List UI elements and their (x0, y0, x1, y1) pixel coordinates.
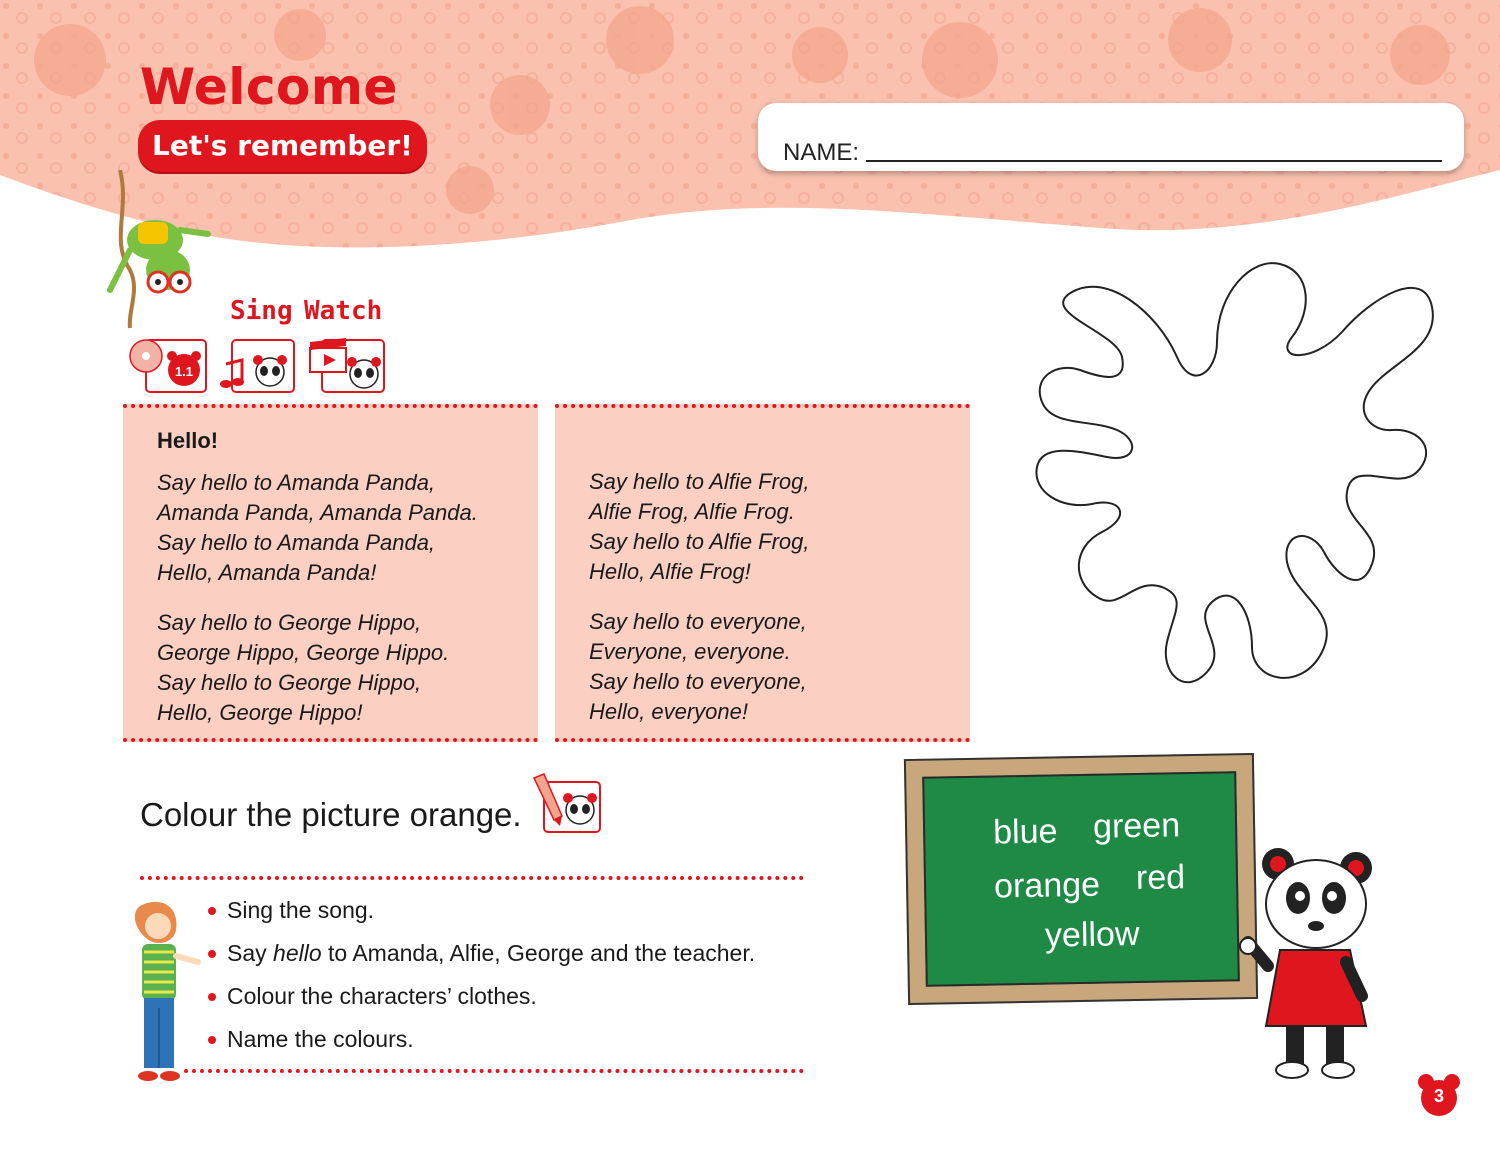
song-box-right (555, 404, 970, 742)
lyric-line: Say hello to George Hippo, (157, 670, 422, 695)
lyric-line: George Hippo, George Hippo. (157, 640, 450, 665)
song-box-left (123, 404, 538, 742)
cd-icon[interactable] (128, 336, 208, 396)
watch-label: Watch (304, 296, 383, 326)
lyric-line: Hello, George Hippo! (157, 700, 363, 725)
music-note-icon[interactable] (218, 336, 298, 396)
teacher-instructions-list (205, 893, 755, 1065)
board-word: green (1092, 806, 1181, 846)
list-item-italic: hello (273, 940, 322, 966)
song-stanza (589, 607, 807, 727)
list-item (205, 1022, 755, 1065)
lyric-line: Hello, everyone! (589, 699, 748, 724)
name-writing-line[interactable] (866, 160, 1442, 162)
divider-bottom (184, 1069, 804, 1073)
song-stanza (589, 467, 810, 587)
song-stanza (157, 468, 478, 588)
list-item (205, 979, 755, 1022)
instruction-text: Colour the picture orange. (140, 796, 522, 833)
board-word: orange (993, 865, 1101, 906)
lyric-line: Say hello to Amanda Panda, (157, 470, 436, 495)
lyric-line: Alfie Frog, Alfie Frog. (589, 499, 795, 524)
colouring-splat-outline[interactable] (1012, 252, 1442, 712)
board-word: blue (992, 812, 1058, 852)
clapperboard-icon[interactable] (308, 336, 388, 396)
list-item-text: Sing the song. (227, 897, 375, 923)
track-number: 1.1 (174, 364, 194, 379)
lyric-line: Say hello to Alfie Frog, (589, 529, 810, 554)
subtitle-badge: Let's remember! (138, 120, 427, 172)
song-stanza (157, 608, 449, 728)
board-word: yellow (1044, 914, 1140, 955)
lyric-line: Hello, Amanda Panda! (157, 560, 377, 585)
list-item (205, 936, 755, 979)
name-label: NAME: (783, 139, 860, 166)
page-number: 3 (1433, 1086, 1444, 1106)
lyric-line: Say hello to Alfie Frog, (589, 469, 810, 494)
page-number-badge (1416, 1072, 1462, 1118)
divider-top (140, 876, 804, 880)
name-field[interactable] (758, 103, 1464, 171)
list-item-text: Name the colours. (227, 1026, 414, 1052)
sing-label: Sing (230, 296, 293, 326)
board-word: red (1135, 858, 1186, 898)
lyric-line: Say hello to George Hippo, (157, 610, 422, 635)
list-item (205, 893, 755, 936)
lyric-line: Say hello to everyone, (589, 609, 807, 634)
lyric-line: Everyone, everyone. (589, 639, 791, 664)
page-title: Welcome (140, 58, 398, 116)
lyric-line: Amanda Panda, Amanda Panda. (157, 500, 478, 525)
list-item-text: Colour the characters’ clothes. (227, 983, 537, 1009)
frog-character-illustration (100, 170, 220, 330)
lyric-line: Say hello to everyone, (589, 669, 807, 694)
blackboard (904, 753, 1258, 1005)
lyric-line: Hello, Alfie Frog! (589, 559, 751, 584)
pencil-icon[interactable] (532, 772, 604, 838)
list-item-text: to Amanda, Alfie, George and the teacher. (321, 940, 756, 966)
song-title: Hello! (157, 428, 219, 453)
panda-character-illustration (1238, 846, 1378, 1082)
lyric-line: Say hello to Amanda Panda, (157, 530, 436, 555)
list-item-text: Say (227, 940, 274, 966)
teacher-illustration (118, 898, 208, 1088)
